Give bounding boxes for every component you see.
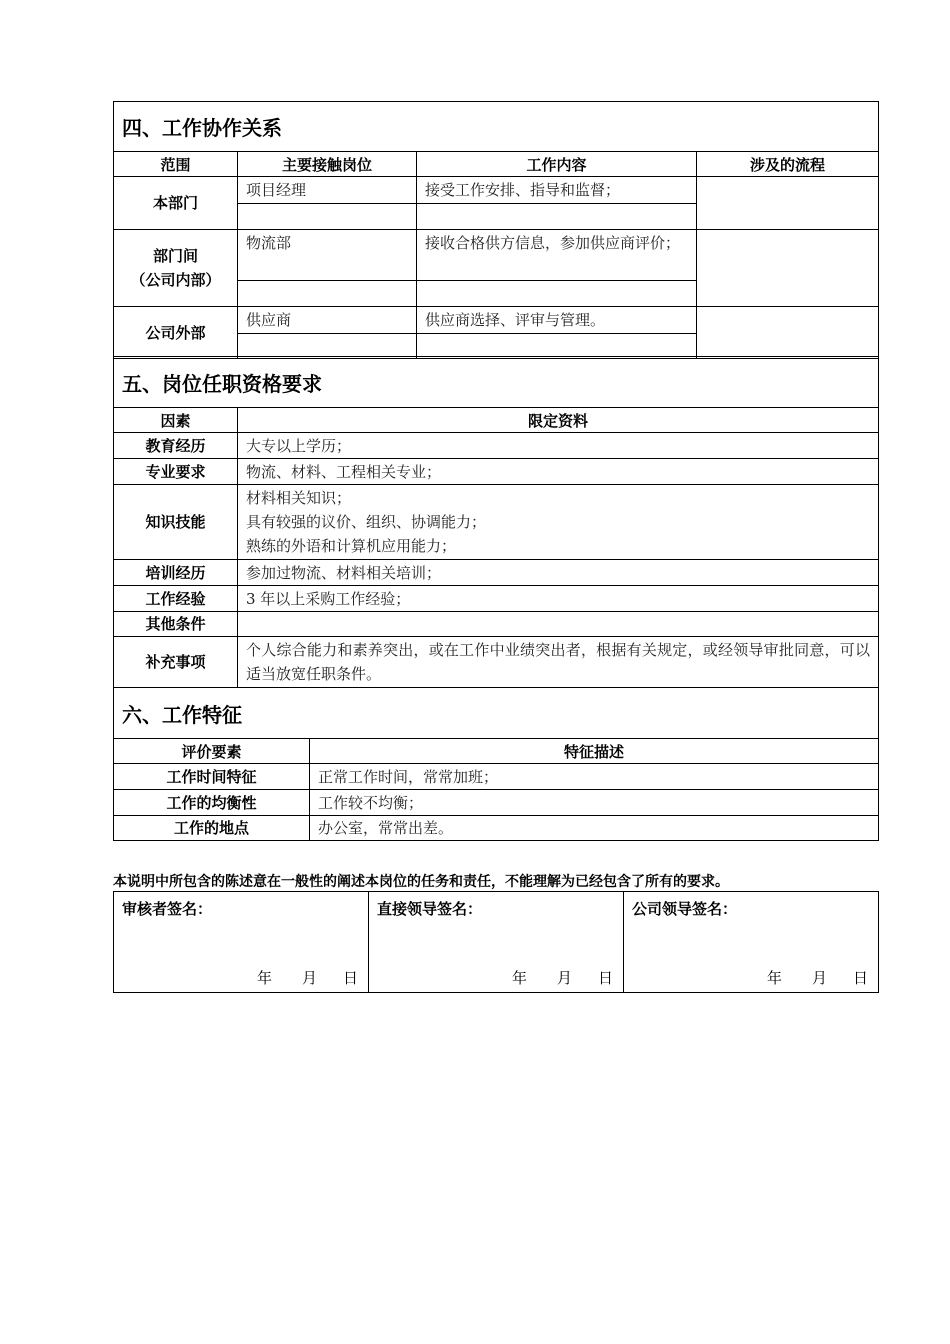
cooperation-table	[113, 101, 879, 359]
signature-date	[512, 967, 613, 988]
work-content: 接收合格供方信息，参加供应商评价；	[417, 230, 697, 281]
scope-cell	[114, 230, 238, 307]
feature-label: 工作时间特征	[114, 764, 310, 790]
work-content	[417, 334, 697, 359]
signature-cell-company-leader[interactable]	[624, 892, 879, 993]
column-header: 工作内容	[417, 152, 697, 177]
factor-label: 补充事项	[114, 637, 238, 688]
factor-label: 其他条件	[114, 612, 238, 637]
value-line: 熟练的外语和计算机应用能力；	[246, 537, 457, 555]
contact-post: 供应商	[238, 307, 417, 334]
section-title: 四、工作协作关系	[114, 102, 879, 152]
factor-label: 工作经验	[114, 586, 238, 612]
value-line: 材料相关知识；	[246, 489, 352, 507]
work-content: 供应商选择、评审与管理。	[417, 307, 697, 334]
feature-desc: 工作较不均衡；	[310, 790, 879, 816]
month-label: 月	[301, 969, 317, 987]
column-header: 评价要素	[114, 739, 310, 764]
year-label: 年	[766, 969, 782, 987]
contact-post	[238, 334, 417, 359]
signature-label: 公司领导签名：	[632, 900, 738, 918]
scope-cell	[114, 307, 238, 359]
signature-date	[257, 967, 358, 988]
feature-label: 工作的地点	[114, 816, 310, 841]
scope-cell	[114, 177, 238, 230]
column-header: 因素	[114, 408, 238, 433]
signature-date	[767, 967, 868, 988]
day-label: 日	[342, 969, 358, 987]
contact-post	[238, 281, 417, 307]
scope-label: 公司外部	[145, 323, 206, 342]
signature-label: 直接领导签名：	[377, 900, 483, 918]
factor-label: 专业要求	[114, 459, 238, 485]
column-header: 涉及的流程	[697, 152, 879, 177]
signature-label: 审核者签名：	[122, 900, 213, 918]
contact-post: 物流部	[238, 230, 417, 281]
day-label: 日	[597, 969, 613, 987]
factor-value: 物流、材料、工程相关专业；	[238, 459, 879, 485]
process-cell	[697, 230, 879, 307]
factor-label: 知识技能	[114, 485, 238, 560]
process-cell	[697, 177, 879, 230]
feature-label: 工作的均衡性	[114, 790, 310, 816]
factor-value: 参加过物流、材料相关培训；	[238, 560, 879, 586]
factor-label: 培训经历	[114, 560, 238, 586]
day-label: 日	[852, 969, 868, 987]
disclaimer-note: 本说明中所包含的陈述意在一般性的阐述本岗位的任务和责任，不能理解为已经包含了所有的要求。	[113, 874, 729, 890]
work-content	[417, 204, 697, 230]
scope-label: 本部门	[152, 194, 198, 212]
factor-value: 大专以上学历；	[238, 433, 879, 459]
month-label: 月	[556, 969, 572, 987]
signature-cell-reviewer[interactable]	[114, 892, 369, 993]
value-line: 具有较强的议价、组织、协调能力；	[246, 513, 487, 531]
contact-post: 项目经理	[238, 177, 417, 204]
job-feature-table	[113, 687, 879, 841]
process-cell	[697, 307, 879, 359]
column-header: 范围	[114, 152, 238, 177]
column-header: 主要接触岗位	[238, 152, 417, 177]
work-content	[417, 281, 697, 307]
signature-table	[113, 891, 879, 993]
scope-sublabel: （公司内部）	[130, 271, 221, 289]
section-title: 六、工作特征	[114, 688, 879, 739]
contact-post	[238, 204, 417, 230]
column-header: 特征描述	[310, 739, 879, 764]
qualification-table	[113, 356, 879, 688]
month-label: 月	[811, 969, 827, 987]
factor-value	[238, 485, 879, 560]
column-header: 限定资料	[238, 408, 879, 433]
feature-desc: 办公室，常常出差。	[310, 816, 879, 841]
section-title: 五、岗位任职资格要求	[114, 357, 879, 408]
work-content: 接受工作安排、指导和监督；	[417, 177, 697, 204]
year-label: 年	[511, 969, 527, 987]
year-label: 年	[256, 969, 272, 987]
factor-value	[238, 612, 879, 637]
factor-value: 3 年以上采购工作经验；	[238, 586, 879, 612]
factor-value: 个人综合能力和素养突出，或在工作中业绩突出者，根据有关规定，或经领导审批同意，可以适当放宽任职条件。	[238, 637, 879, 688]
feature-desc: 正常工作时间，常常加班；	[310, 764, 879, 790]
scope-label: 部门间	[152, 247, 198, 265]
factor-label: 教育经历	[114, 433, 238, 459]
signature-cell-direct-leader[interactable]	[369, 892, 624, 993]
